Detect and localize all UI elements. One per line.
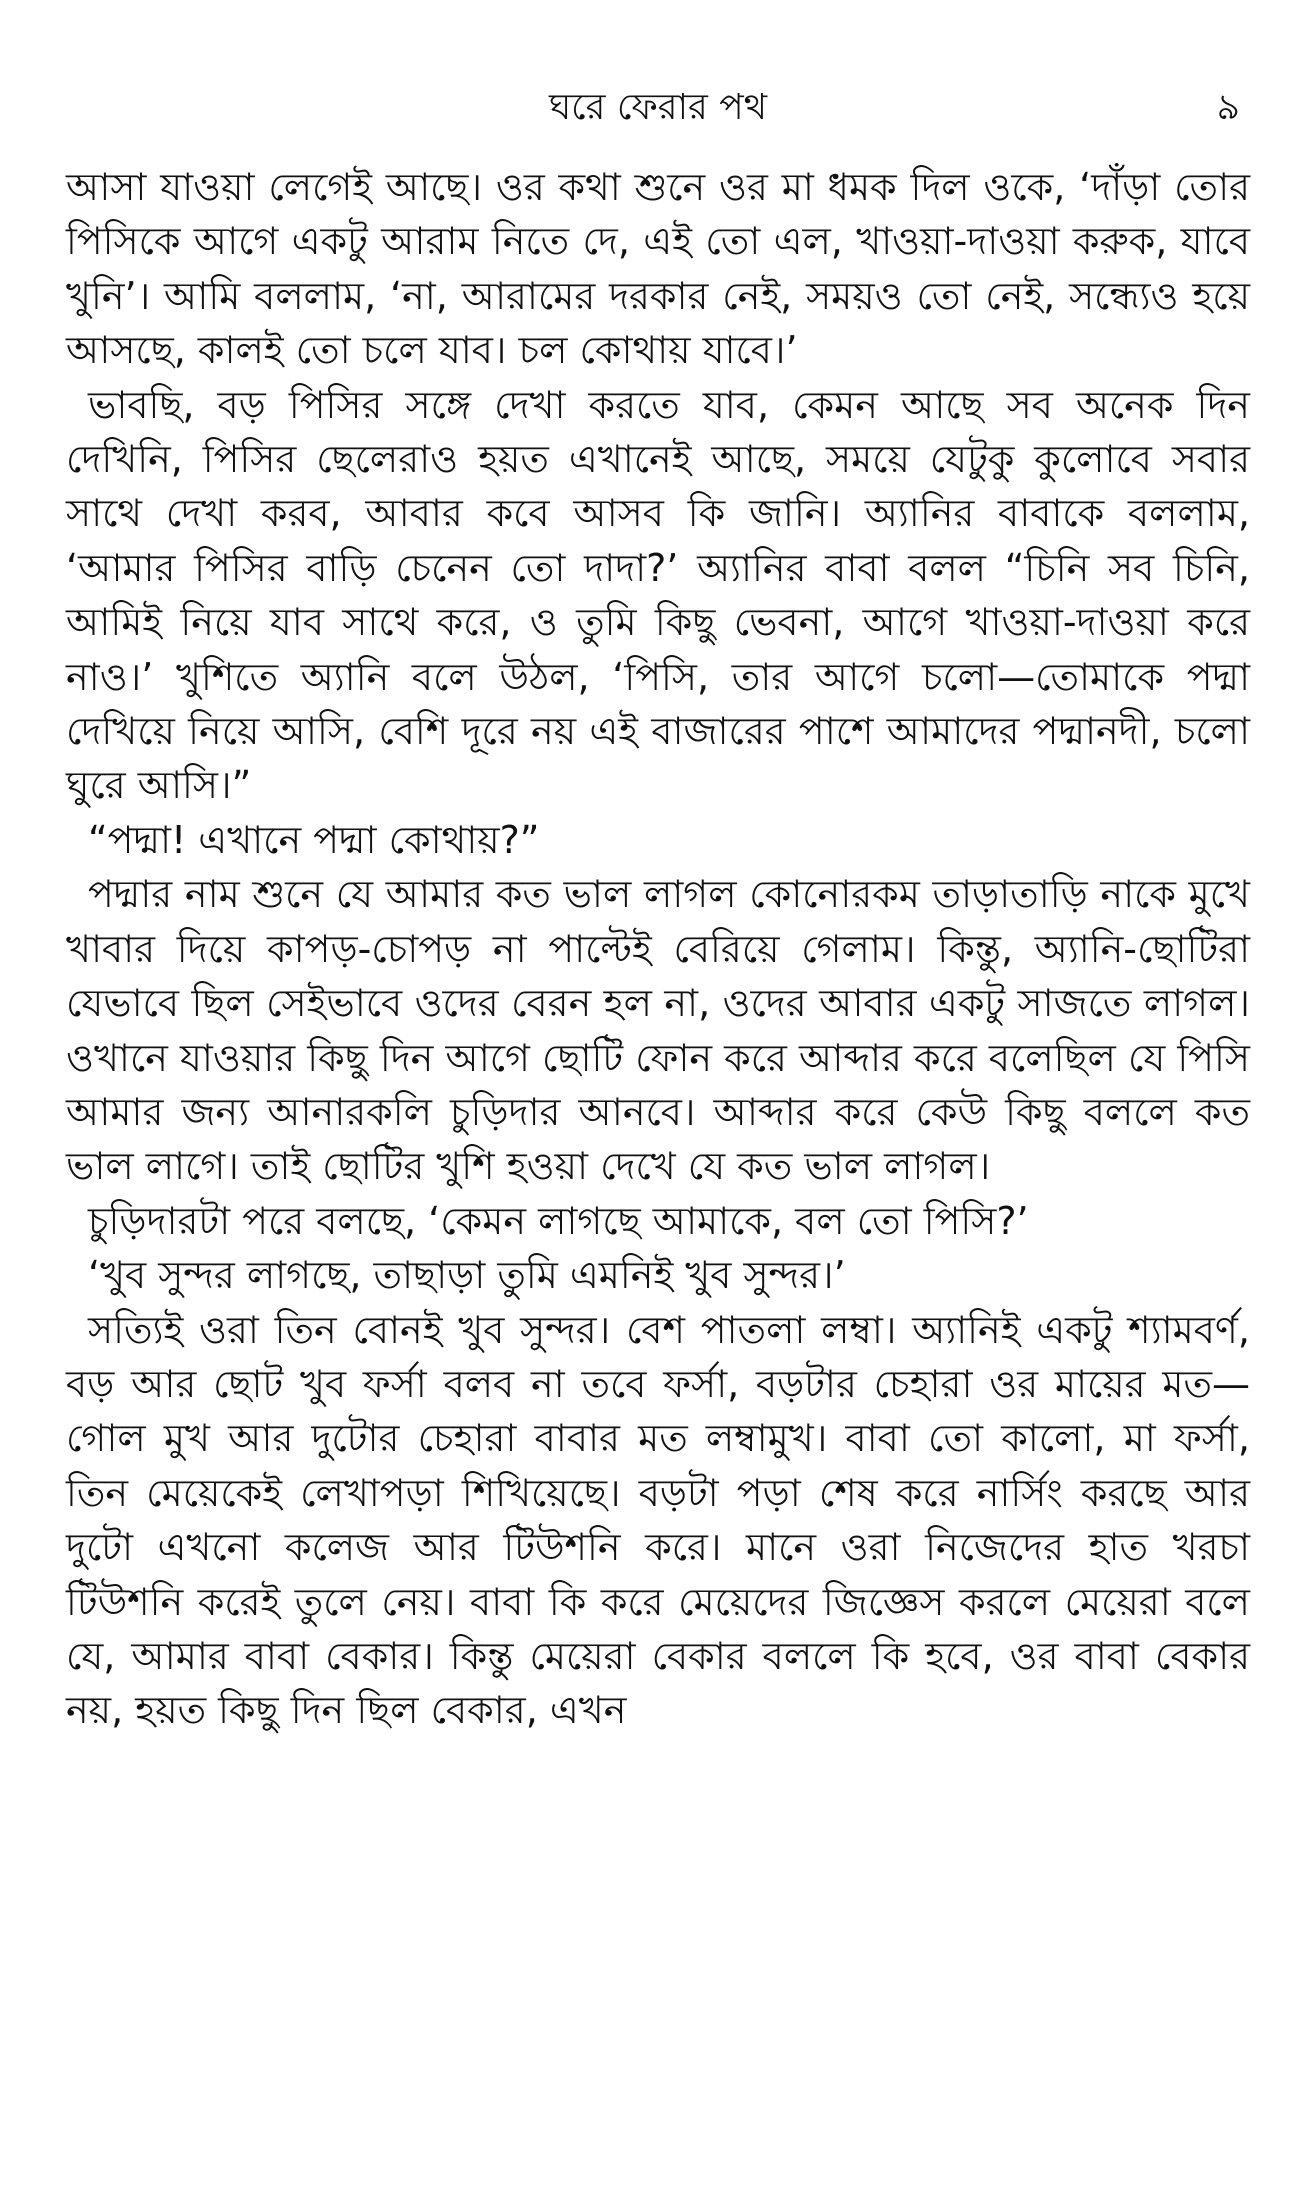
- running-title: ঘরে ফেরার পথ: [548, 87, 768, 128]
- paragraph: আসা যাওয়া লেগেই আছে। ওর কথা শুনে ওর মা ধমক দিল ওকে, ‘দাঁড়া তোর পিসিকে আগে একটু আরাম নিতে দে, এই তো এল, খাওয়া-দাওয়া করুক, যাবে খুনি’। আমি বললাম, ‘না, আরামের দরকার নেই, সময়ও তো নেই, সন্ধ্যেও হয়ে আসছে, কালই তো চলে যাব। চল কোথায় যাবে।’: [66, 165, 1250, 373]
- paragraph: ‘খুব সুন্দর লাগছে, তাছাড়া তুমি এমনিই খুব সুন্দর।’: [88, 1253, 846, 1298]
- paragraph: পদ্মার নাম শুনে যে আমার কত ভাল লাগল কোনোরকম তাড়াতাড়ি নাকে মুখে খাবার দিয়ে কাপড়-চোপড় না পাল্টেই বেরিয়ে গেলাম। কিন্তু, অ্যানি-ছোটিরা যেভাবে ছিল সেইভাবে ওদের বেরন হল না, ওদের আবার একটু সাজতে লাগল। ওখানে যাওয়ার কিছু দিন আগে ছোটি ফোন করে আব্দার করে বলেছিল যে পিসি আমার জন্য আনারকলি চুড়িদার আনবে। আব্দার করে কেউ কিছু বললে কত ভাল লাগে। তাই ছোটির খুশি হওয়া দেখে যে কত ভাল লাগল।: [66, 872, 1250, 1189]
- paragraph: সত্যিই ওরা তিন বোনই খুব সুন্দর। বেশ পাতলা লম্বা। অ্যানিই একটু শ্যামবর্ণ, বড় আর ছোট খুব ফর্সা বলব না তবে ফর্সা, বড়টার চেহারা ওর মায়ের মত—গোল মুখ আর দুটোর চেহারা বাবার মত লম্বামুখ। বাবা তো কালো, মা ফর্সা, তিন মেয়েকেই লেখাপড়া শিখিয়েছে। বড়টা পড়া শেষ করে নার্সিং করছে আর দুটো এখনো কলেজ আর টিউশনি করে। মানে ওরা নিজেদের হাত খরচা টিউশনি করেই তুলে নেয়। বাবা কি করে মেয়েদের জিজ্ঞেস করলে মেয়েরা বলে যে, আমার বাবা বেকার। কিন্তু মেয়েরা বেকার বললে কি হবে, ওর বাবা বেকার নয়, হয়ত কিছু দিন ছিল বেকার, এখন: [66, 1307, 1250, 1733]
- page-number: ৯: [1216, 87, 1240, 128]
- paragraph: চুড়িদারটা পরে বলছে, ‘কেমন লাগছে আমাকে, বল তো পিসি?’: [88, 1198, 1029, 1243]
- page-header: [66, 78, 1250, 138]
- paragraph: “পদ্মা! এখানে পদ্মা কোথায়?”: [88, 817, 540, 862]
- body-text: [66, 160, 1250, 1738]
- paragraph: ভাবছি, বড় পিসির সঙ্গে দেখা করতে যাব, কেমন আছে সব অনেক দিন দেখিনি, পিসির ছেলেরাও হয়ত এখানেই আছে, সময়ে যেটুকু কুলোবে সবার সাথে দেখা করব, আবার কবে আসব কি জানি। অ্যানির বাবাকে বললাম, ‘আমার পিসির বাড়ি চেনেন তো দাদা?’ অ্যানির বাবা বলল “চিনি সব চিনি, আমিই নিয়ে যাব সাথে করে, ও তুমি কিছু ভেবনা, আগে খাওয়া-দাওয়া করে নাও।’ খুশিতে অ্যানি বলে উঠল, ‘পিসি, তার আগে চলো—তোমাকে পদ্মা দেখিয়ে নিয়ে আসি, বেশি দূরে নয় এই বাজারের পাশে আমাদের পদ্মানদী, চলো ঘুরে আসি।”: [66, 382, 1250, 808]
